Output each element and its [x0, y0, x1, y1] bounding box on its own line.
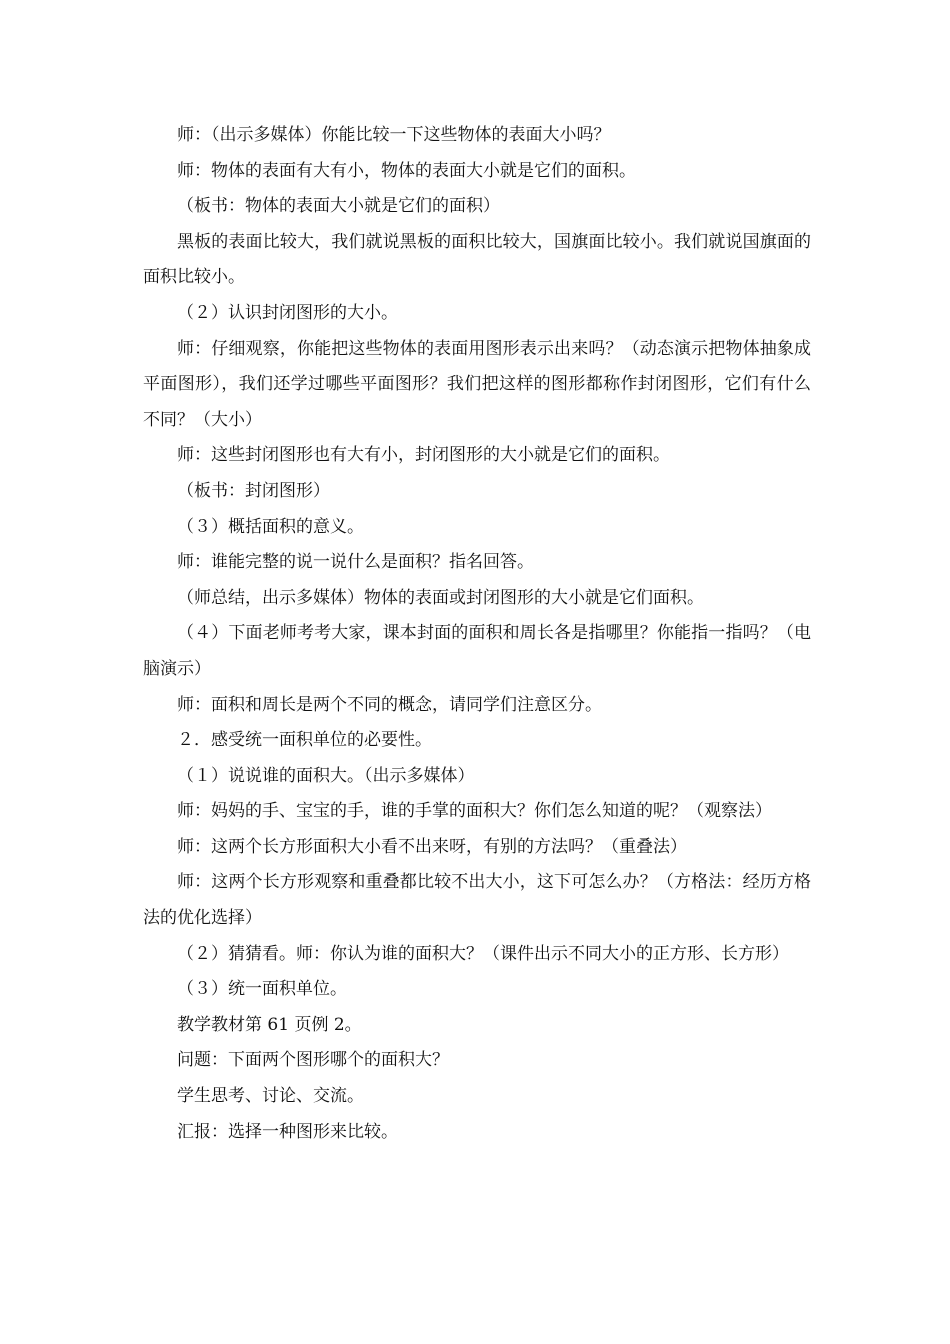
paragraph: 黑板的表面比较大，我们就说黑板的面积比较大，国旗面比较小。我们就说国旗面的面积比较小。: [143, 231, 811, 288]
paragraph: 师：仔细观察，你能把这些物体的表面用图形表示出来吗？（动态演示把物体抽象成平面图形），我们还学过哪些平面图形？我们把这样的图形都称作封闭图形，它们有什么不同？（大小）: [143, 338, 811, 430]
paragraph: 师：谁能完整的说一说什么是面积？指名回答。: [177, 552, 534, 573]
paragraph: 师：这两个长方形观察和重叠都比较不出大小，这下可怎么办？（方格法：经历方格法的优化选择）: [143, 872, 811, 929]
paragraph: 师：这些封闭图形也有大有小，封闭图形的大小就是它们的面积。: [177, 445, 670, 466]
paragraph: （４）下面老师考考大家，课本封面的面积和周长各是指哪里？你能指一指吗？（电脑演示）: [143, 623, 811, 679]
paragraph: （板书：物体的表面大小就是它们的面积）: [177, 196, 500, 217]
document-page: [143, 118, 811, 1150]
paragraph: 学生思考、讨论、交流。: [177, 1086, 364, 1107]
paragraph: 师：物体的表面有大有小，物体的表面大小就是它们的面积。: [177, 160, 636, 181]
paragraph: （２）猜猜看。师：你认为谁的面积大？（课件出示不同大小的正方形、长方形）: [177, 943, 789, 964]
paragraph: ２．感受统一面积单位的必要性。: [177, 730, 432, 751]
paragraph: （３）概括面积的意义。: [177, 516, 364, 537]
paragraph: 师：妈妈的手、宝宝的手，谁的手掌的面积大？你们怎么知道的呢？（观察法）: [177, 801, 772, 822]
paragraph: （师总结，出示多媒体）物体的表面或封闭图形的大小就是它们面积。: [177, 587, 704, 608]
paragraph: 师：这两个长方形面积大小看不出来呀，有别的方法吗？（重叠法）: [177, 836, 687, 857]
paragraph: 问题：下面两个图形哪个的面积大？: [177, 1050, 449, 1071]
paragraph: （１）说说谁的面积大。（出示多媒体）: [177, 765, 475, 786]
paragraph: （３）统一面积单位。: [177, 979, 347, 1000]
paragraph: 师：（出示多媒体）你能比较一下这些物体的表面大小吗？: [177, 125, 611, 145]
paragraph: （２）认识封闭图形的大小。: [177, 302, 398, 323]
paragraph: 师：面积和周长是两个不同的概念，请同学们注意区分。: [177, 694, 602, 715]
paragraph: 教学教材第 61 页例 2。: [177, 1014, 362, 1035]
paragraph: （板书：封闭图形）: [177, 480, 330, 501]
paragraph: 汇报：选择一种图形来比较。: [177, 1121, 398, 1142]
